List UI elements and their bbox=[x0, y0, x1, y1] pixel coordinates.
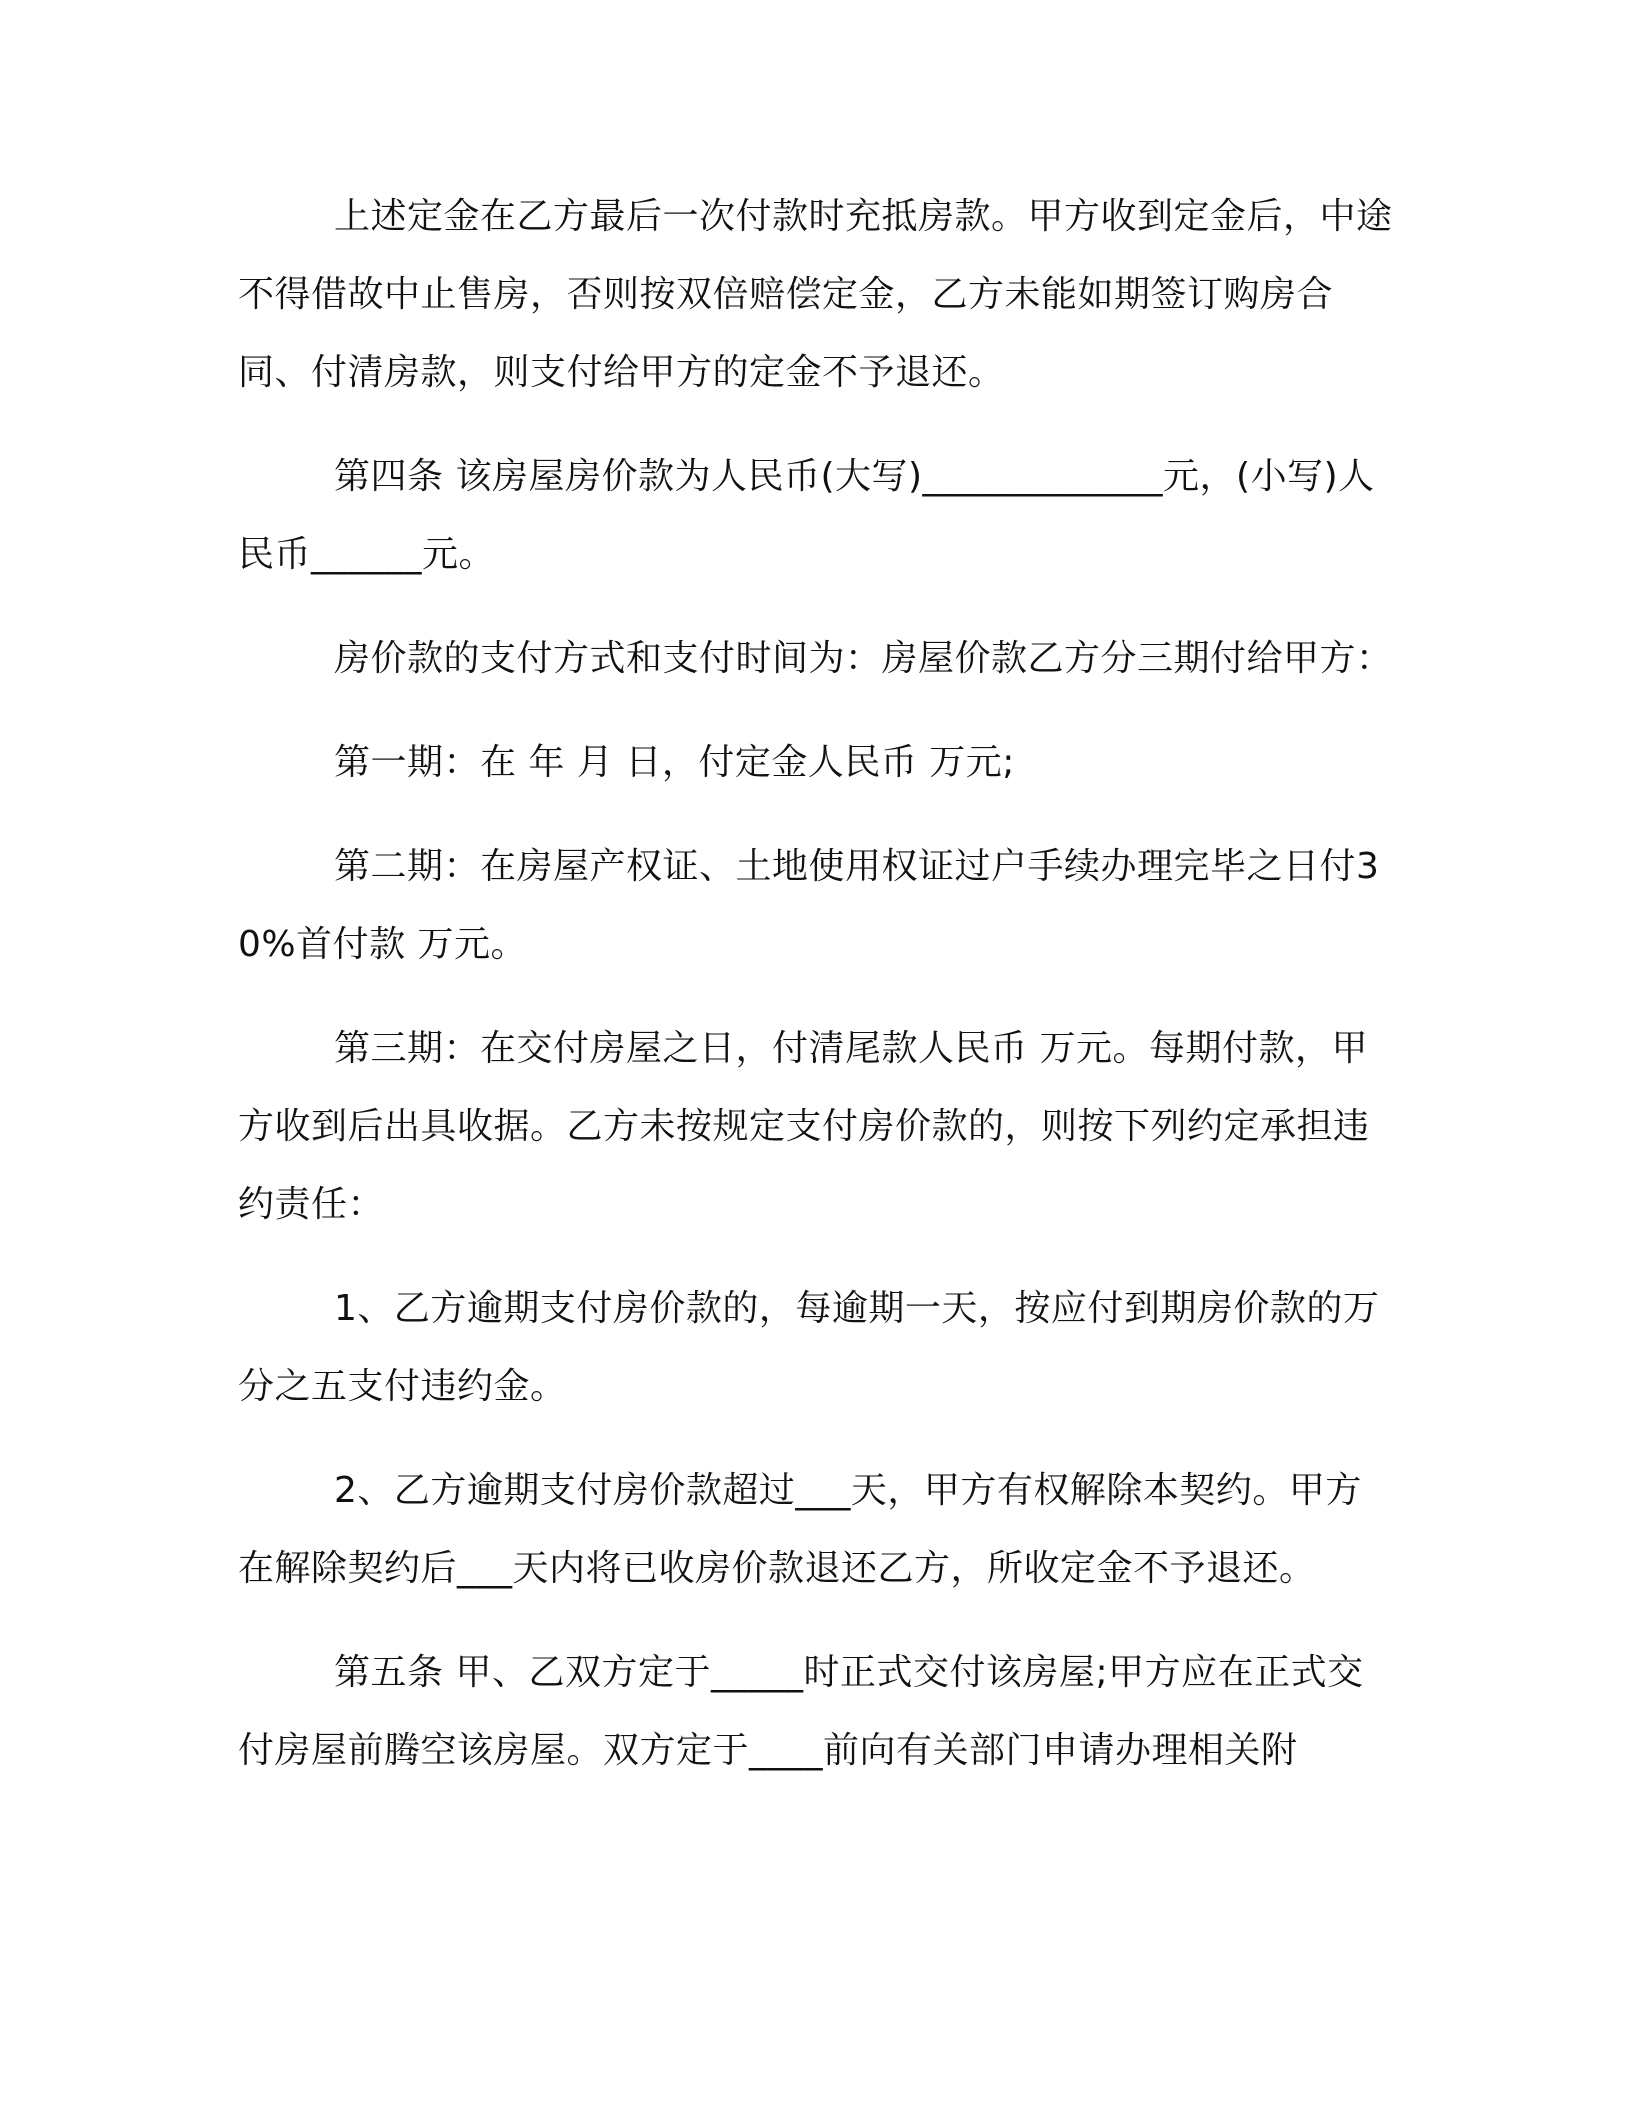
paragraph-payment-method: 房价款的支付方式和支付时间为：房屋价款乙方分三期付给甲方： bbox=[334, 638, 1393, 679]
document-body bbox=[238, 178, 1394, 1790]
paragraph-installment-3: 第三期：在交付房屋之日，付清尾款人民币 万元。每期付款，甲方收到后出具收据。乙方未按规定支付房价款的，则按下列约定承担违约责任： bbox=[238, 1028, 1370, 1225]
paragraph-article-4-price: 第四条 该房屋房价款为人民币(大写)_____________元，(小写)人民币______元。 bbox=[238, 456, 1375, 575]
paragraph-deposit-offset: 上述定金在乙方最后一次付款时充抵房款。甲方收到定金后，中途不得借故中止售房，否则按双倍赔偿定金，乙方未能如期签订购房合同、付清房款，则支付给甲方的定金不予退还。 bbox=[238, 196, 1393, 393]
paragraph-installment-1: 第一期：在 年 月 日，付定金人民币 万元; bbox=[334, 742, 1015, 783]
paragraph-penalty-2: 2、乙方逾期支付房价款超过___天，甲方有权解除本契约。甲方在解除契约后___天内将已收房价款退还乙方，所收定金不予退还。 bbox=[238, 1470, 1362, 1589]
paragraph-penalty-1: 1、乙方逾期支付房价款的，每逾期一天，按应付到期房价款的万分之五支付违约金。 bbox=[238, 1288, 1380, 1407]
paragraph-article-5-delivery: 第五条 甲、乙双方定于_____时正式交付该房屋;甲方应在正式交付房屋前腾空该房屋。双方定于____前向有关部门申请办理相关附 bbox=[238, 1652, 1364, 1771]
paragraph-installment-2: 第二期：在房屋产权证、土地使用权证过户手续办理完毕之日付30%首付款 万元。 bbox=[238, 846, 1380, 965]
